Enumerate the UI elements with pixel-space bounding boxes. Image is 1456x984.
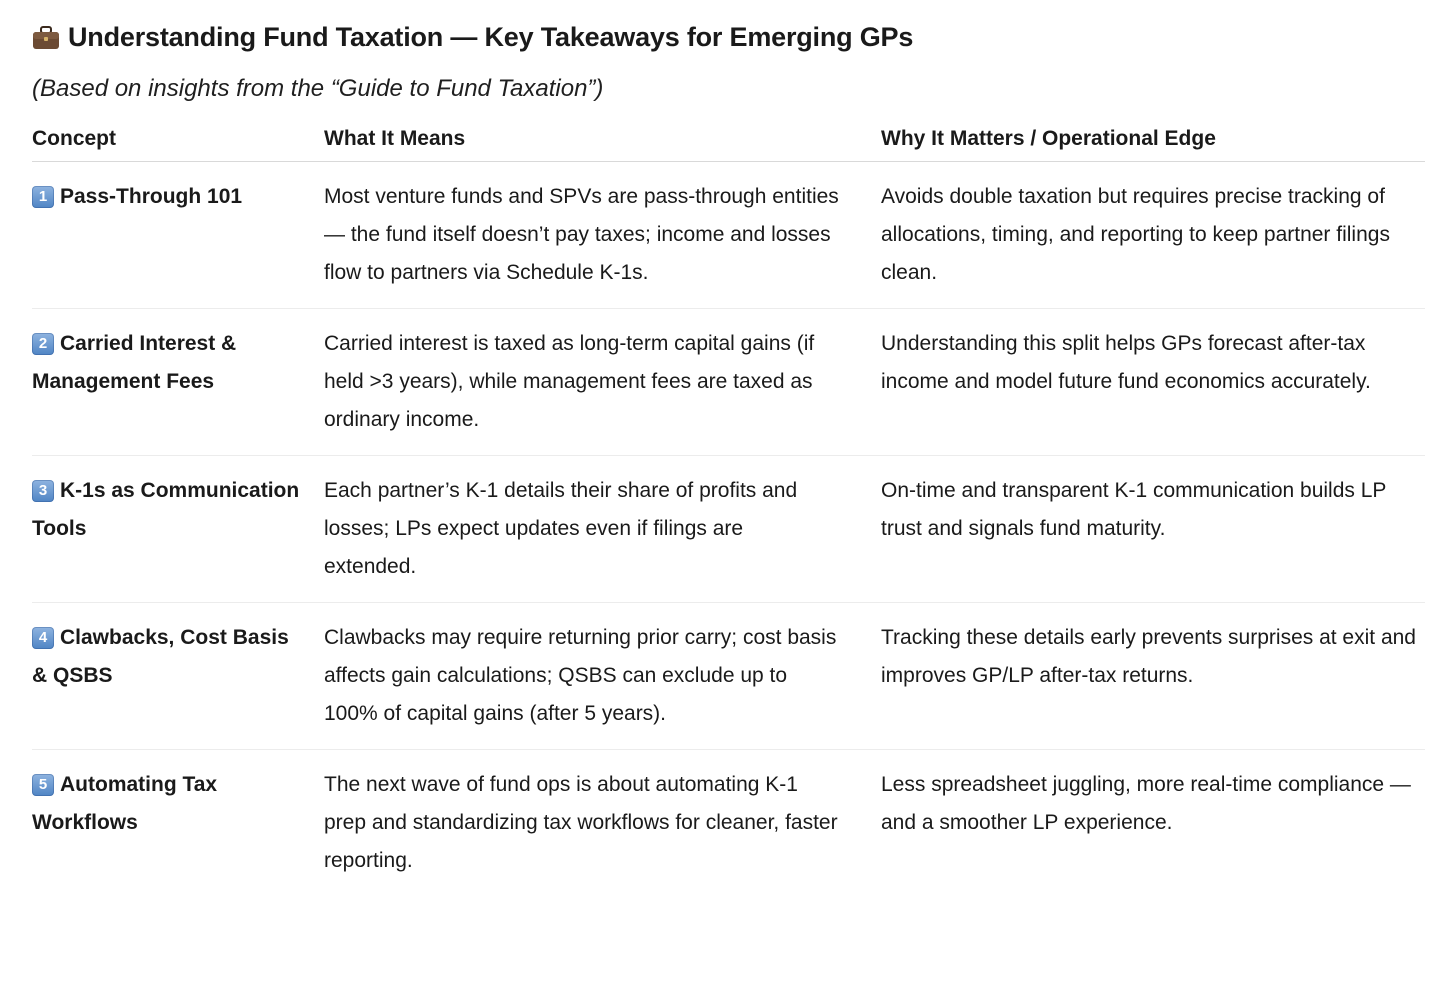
concept-cell [32,309,324,456]
concept-text: Pass-Through 101 [60,185,243,208]
briefcase-icon [32,25,60,51]
concept-cell [32,750,324,897]
takeaways-table [32,119,1425,896]
keycap-number-icon: 2 [32,333,54,355]
table-row [32,750,1425,897]
concept-cell [32,603,324,750]
page-title [32,0,1424,57]
column-header-what-it-means: What It Means [324,119,881,162]
table-row [32,456,1425,603]
concept-text: Automating Tax Workflows [32,773,218,834]
keycap-number-icon: 3 [32,480,54,502]
means-cell: Each partner’s K-1 details their share of profits and losses; LPs expect updates even if filings are extended. [324,456,881,603]
means-cell: Carried interest is taxed as long-term capital gains (if held >3 years), while management fees are taxed as ordinary income. [324,309,881,456]
concept-cell [32,162,324,309]
column-header-why-it-matters: Why It Matters / Operational Edge [881,119,1425,162]
column-header-concept: Concept [32,119,324,162]
why-cell: Tracking these details early prevents surprises at exit and improves GP/LP after-tax returns. [881,603,1425,750]
keycap-number-icon: 5 [32,774,54,796]
concept-text: Carried Interest & Management Fees [32,332,237,393]
concept-cell [32,456,324,603]
why-cell: On-time and transparent K-1 communication builds LP trust and signals fund maturity. [881,456,1425,603]
keycap-number-icon: 4 [32,627,54,649]
why-cell: Understanding this split helps GPs forecast after-tax income and model future fund economics accurately. [881,309,1425,456]
means-cell: Most venture funds and SPVs are pass-through entities — the fund itself doesn’t pay taxes; income and losses flow to partners via Schedule K-1s. [324,162,881,309]
table-row [32,309,1425,456]
concept-text: Clawbacks, Cost Basis & QSBS [32,626,289,687]
table-header-row [32,119,1425,162]
table-row [32,162,1425,309]
why-cell: Less spreadsheet juggling, more real-time compliance — and a smoother LP experience. [881,773,1411,834]
subtitle: (Based on insights from the “Guide to Fund Taxation”) [32,75,604,102]
keycap-number-icon: 1 [32,186,54,208]
means-cell: The next wave of fund ops is about automating K-1 prep and standardizing tax workflows for cleaner, faster reporting. [324,773,838,872]
concept-text: K-1s as Communication Tools [32,479,300,540]
means-cell: Clawbacks may require returning prior carry; cost basis affects gain calculations; QSBS can exclude up to 100% of capital gains (after 5 years). [324,603,881,750]
title-text: Understanding Fund Taxation — Key Takeaways for Emerging GPs [68,21,914,52]
why-cell: Avoids double taxation but requires precise tracking of allocations, timing, and reporting to keep partner filings clean. [881,162,1425,309]
table-row [32,603,1425,750]
